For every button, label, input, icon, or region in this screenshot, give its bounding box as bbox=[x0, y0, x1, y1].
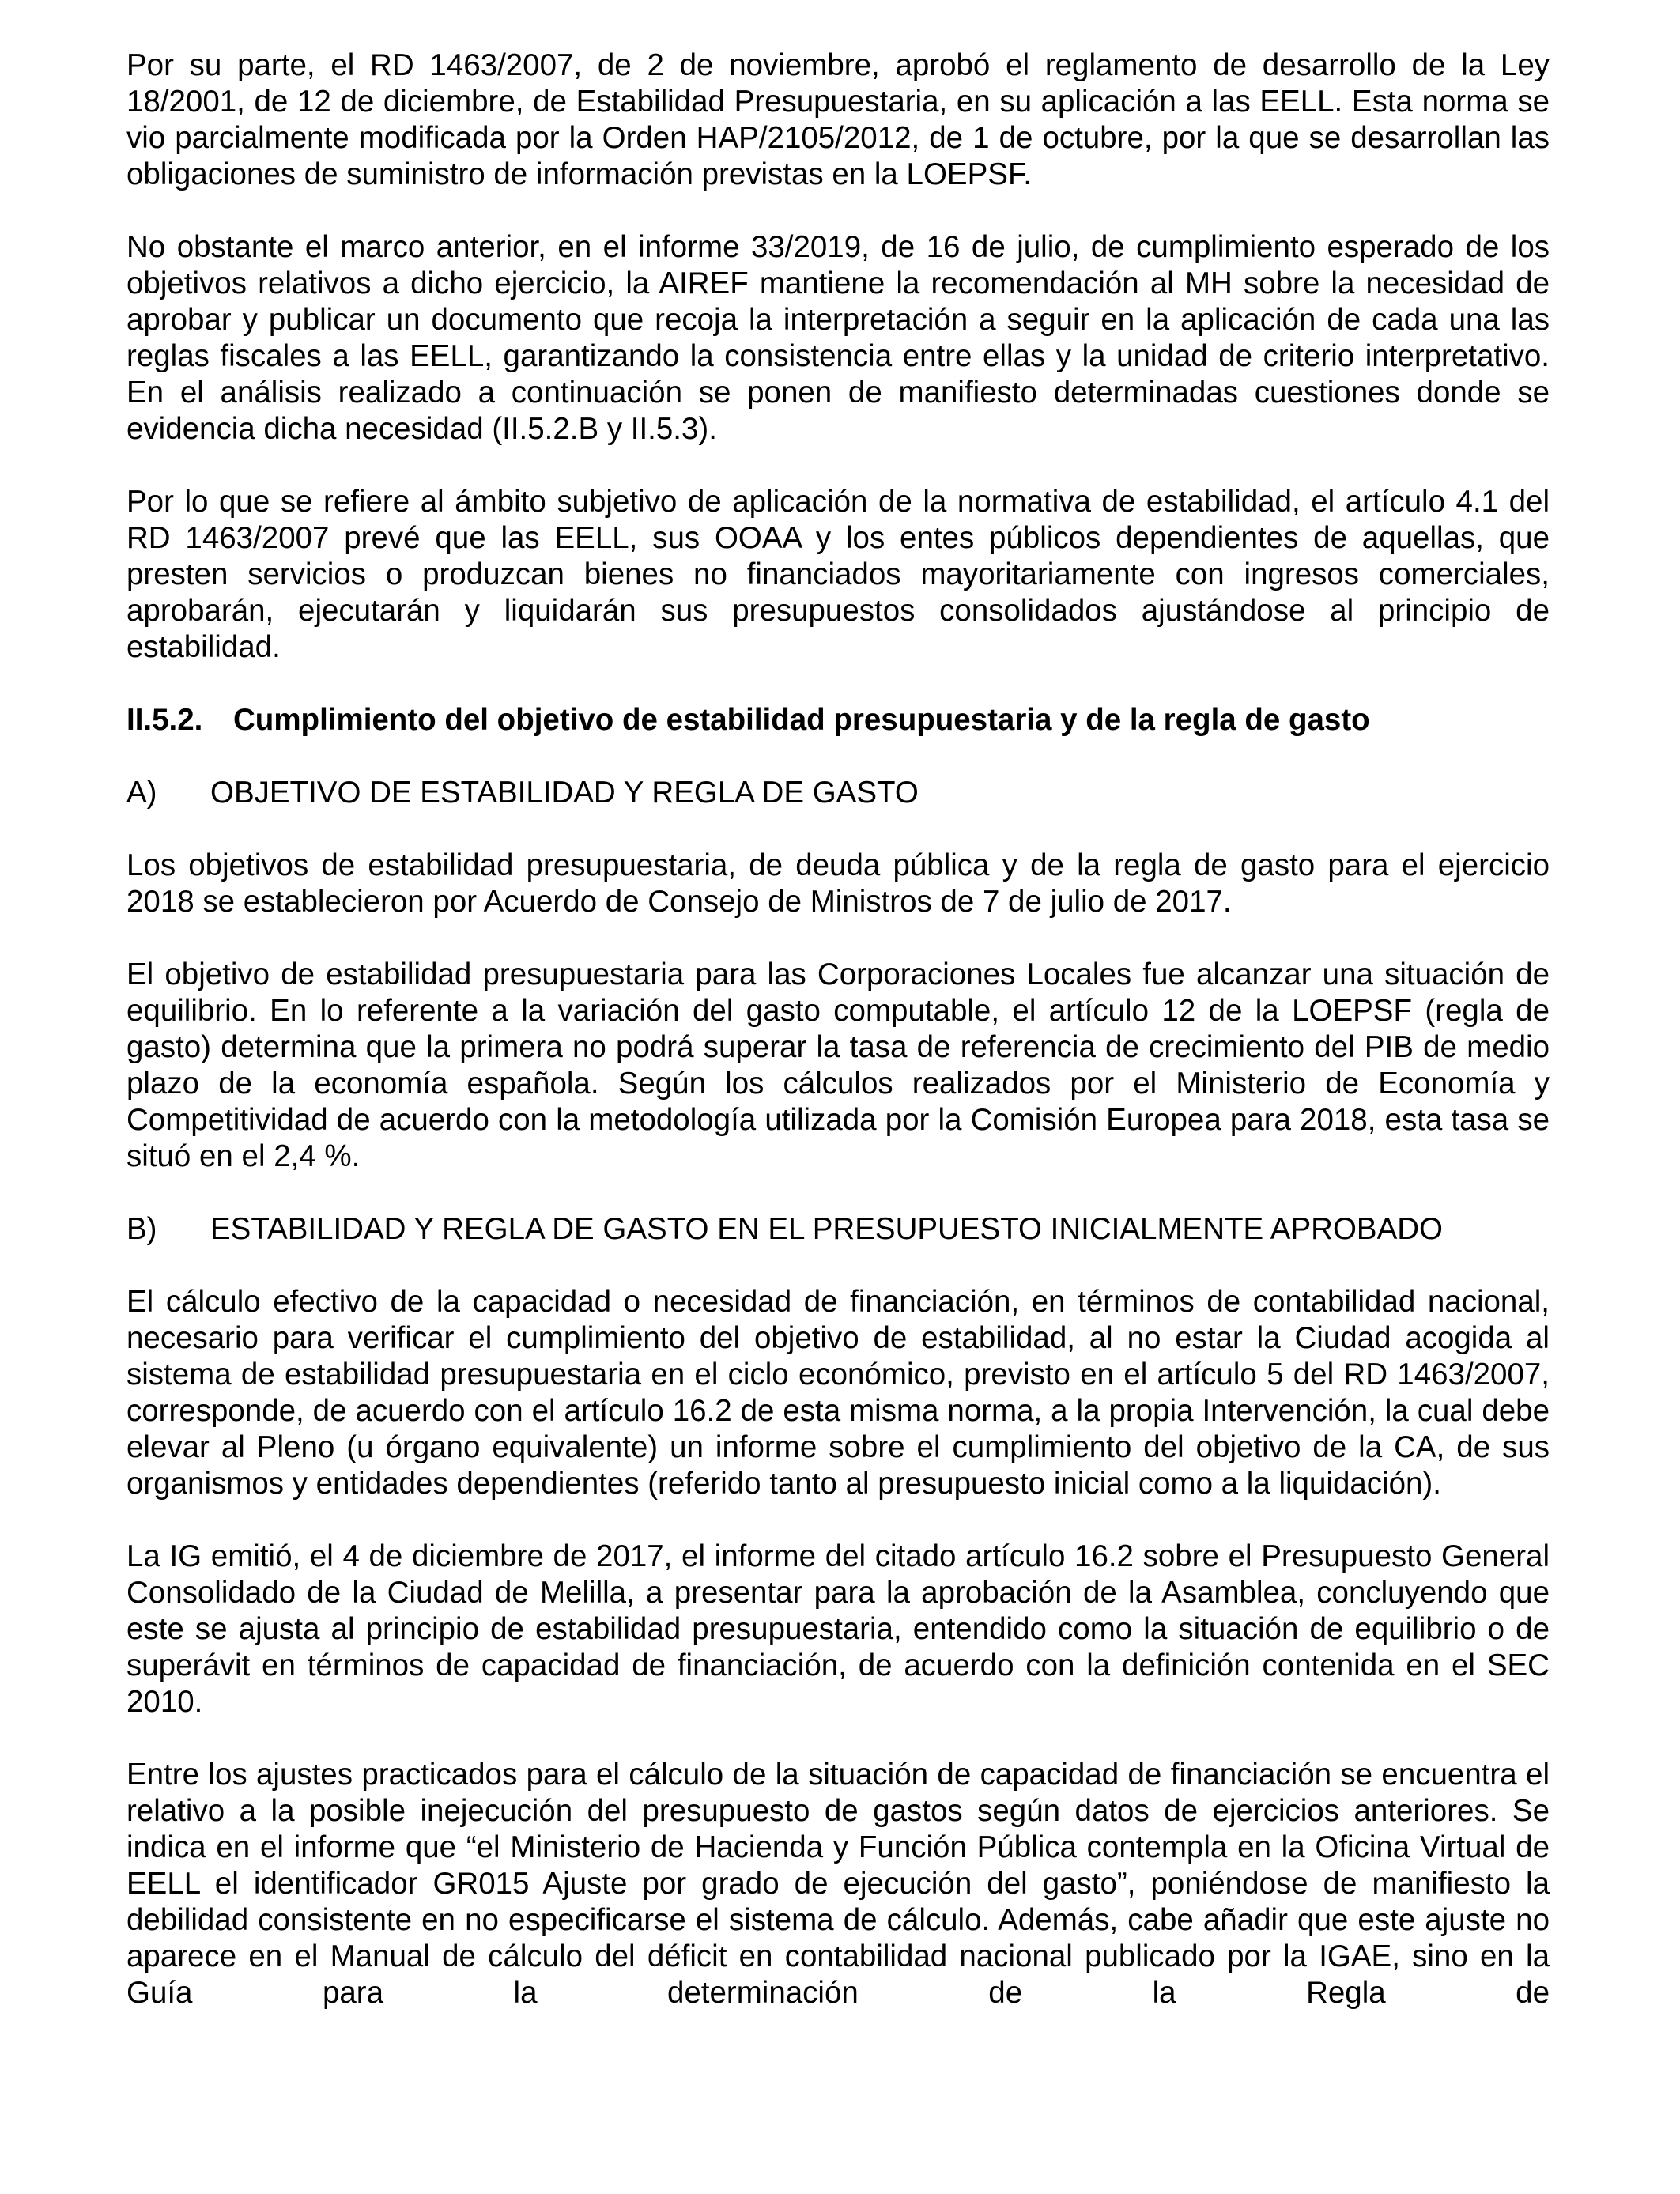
paragraph-subjective-scope: Por lo que se refiere al ámbito subjetivo de aplicación de la normativa de estabilidad, el artículo 4.1 del RD 1463/2007 prevé que las EELL, sus OOAA y los entes públicos dependientes de aquellas, que presten servicios o produzcan bienes no financiados mayoritariamente con ingresos comerciales, aprobarán, ejecutarán y liquidarán sus presupuestos consolidados ajustándose al principio de estabilidad. bbox=[126, 485, 1550, 664]
paragraph-ig-report: La IG emitió, el 4 de diciembre de 2017, el informe del citado artículo 16.2 sobre el Presupuesto General Consolidado de la Ciudad de Melilla, a presentar para la aprobación de la Asamblea, concluyendo que este se ajusta al principio de estabilidad presupuestaria, entendido como la situación de equilibrio o de superávit en términos de capacidad de financiación, de acuerdo con la definición contenida en el SEC 2010. bbox=[126, 1539, 1550, 1719]
paragraph-airef-report: No obstante el marco anterior, en el informe 33/2019, de 16 de julio, de cumplimiento esperado de los objetivos relativos a dicho ejercicio, la AIREF mantiene la recomendación al MH sobre la necesidad de aprobar y publicar un documento que recoja la interpretación a seguir en la aplicación de cada una las reglas fiscales a las EELL, garantizando la consistencia entre ellas y la unidad de criterio interpretativo. En el análisis realizado a continuación se ponen de manifiesto determinadas cuestiones donde se evidencia dicha necesidad (II.5.2.B y II.5.3). bbox=[126, 230, 1550, 446]
subsection-a-heading bbox=[126, 775, 1550, 811]
subsection-b-heading bbox=[126, 1211, 1550, 1248]
paragraph-financing-calculation: El cálculo efectivo de la capacidad o necesidad de financiación, en términos de contabilidad nacional, necesario para verificar el cumplimiento del objetivo de estabilidad, al no estar la Ciudad acogida al sistema de estabilidad presupuestaria en el ciclo económico, previsto en el artículo 5 del RD 1463/2007, corresponde, de acuerdo con el artículo 16.2 de esta misma norma, a la propia Intervención, la cual debe elevar al Pleno (u órgano equivalente) un informe sobre el cumplimiento del objetivo de la CA, de sus organismos y entidades dependientes (referido tanto al presupuesto inicial como a la liquidación). bbox=[126, 1285, 1550, 1501]
subsection-b-title: ESTABILIDAD Y REGLA DE GASTO EN EL PRESUPUESTO INICIALMENTE APROBADO bbox=[210, 1212, 1444, 1246]
subsection-a-letter: A) bbox=[126, 776, 157, 810]
subsection-a-title: OBJETIVO DE ESTABILIDAD Y REGLA DE GASTO bbox=[210, 776, 919, 810]
paragraph-objectives-2018: Los objetivos de estabilidad presupuestaria, de deuda pública y de la regla de gasto para el ejercicio 2018 se establecieron por Acuerdo de Consejo de Ministros de 7 de julio de 2017. bbox=[126, 848, 1550, 919]
section-number: II.5.2. bbox=[126, 703, 203, 737]
paragraph-rd-1463: Por su parte, el RD 1463/2007, de 2 de noviembre, aprobó el reglamento de desarrollo de la Ley 18/2001, de 12 de diciembre, de Estabilidad Presupuestaria, en su aplicación a las EELL. Esta norma se vio parcialmente modificada por la Orden HAP/2105/2012, de 1 de octubre, por la que se desarrollan las obligaciones de suministro de información previstas en la LOEPSF. bbox=[126, 48, 1550, 191]
paragraph-adjustments: Entre los ajustes practicados para el cálculo de la situación de capacidad de financiación se encuentra el relativo a la posible inejecución del presupuesto de gastos según datos de ejercicios anteriores. Se indica en el informe que “el Ministerio de Hacienda y Función Pública contempla en la Oficina Virtual de EELL el identificador GR015 Ajuste por grado de ejecución del gasto”, poniéndose de manifiesto la debilidad consistente en no especificarse el sistema de cálculo. Además, cabe añadir que este ajuste no aparece en el Manual de cálculo del déficit en contabilidad nacional publicado por la IGAE, sino en la Guía para la determinación de la Regla de bbox=[126, 1758, 1550, 2010]
section-title: Cumplimiento del objetivo de estabilidad presupuestaria y de la regla de gasto bbox=[233, 703, 1370, 737]
section-heading bbox=[126, 702, 1550, 738]
document-page bbox=[126, 47, 1550, 2048]
subsection-b-letter: B) bbox=[126, 1212, 157, 1246]
paragraph-stability-objective: El objetivo de estabilidad presupuestaria para las Corporaciones Locales fue alcanzar una situación de equilibrio. En lo referente a la variación del gasto computable, el artículo 12 de la LOEPSF (regla de gasto) determina que la primera no podrá superar la tasa de referencia de crecimiento del PIB de medio plazo de la economía española. Según los cálculos realizados por el Ministerio de Economía y Competitividad de acuerdo con la metodología utilizada por la Comisión Europea para 2018, esta tasa se situó en el 2,4 %. bbox=[126, 957, 1550, 1173]
